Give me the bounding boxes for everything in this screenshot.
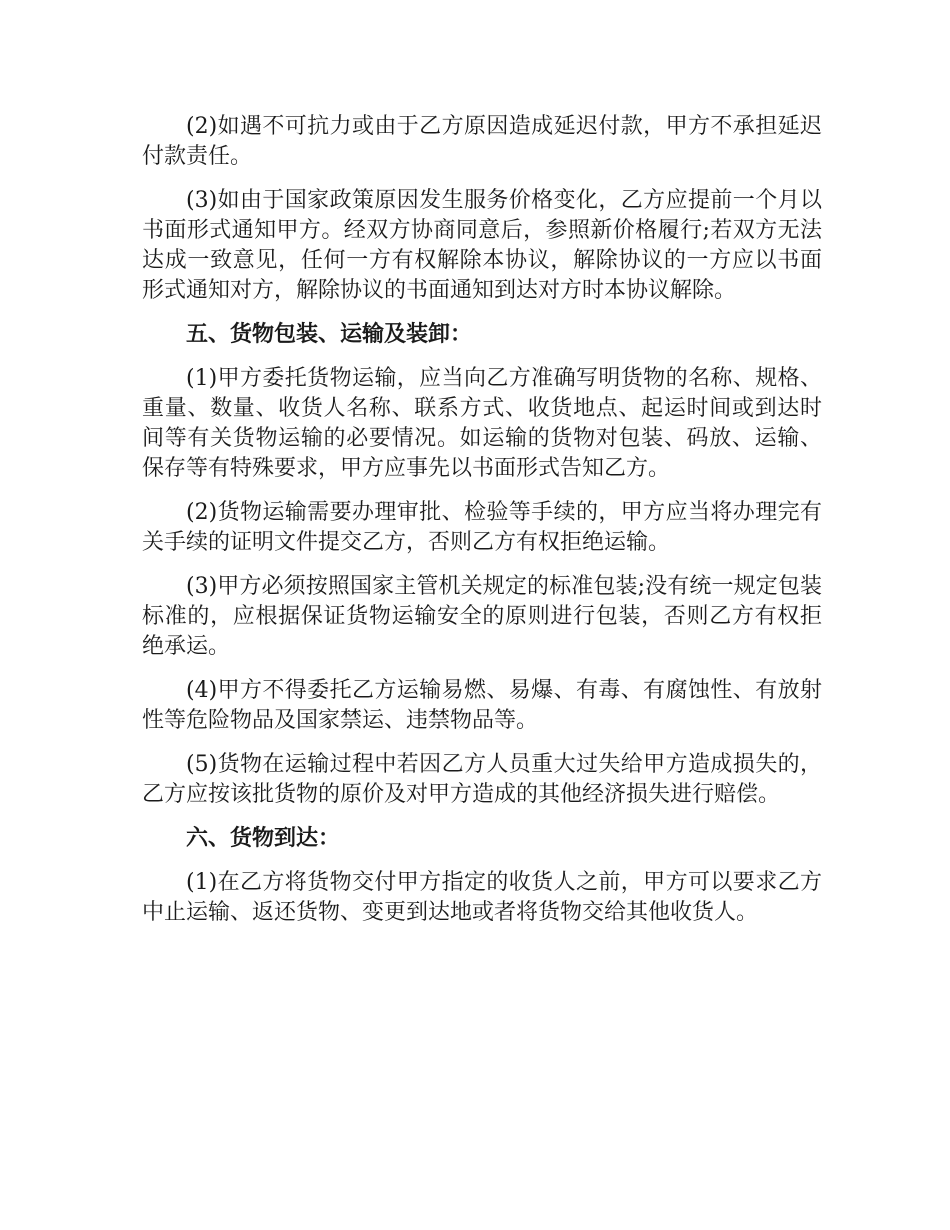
paragraph-payment-delay: (2)如遇不可抗力或由于乙方原因造成延迟付款，甲方不承担延迟付款责任。 [142, 114, 822, 169]
paragraph-change-consignee: (1)在乙方将货物交付甲方指定的收货人之前，甲方可以要求乙方中止运输、返还货物、变更到达地或者将货物交给其他收货人。 [142, 870, 822, 925]
paragraph-cargo-info: (1)甲方委托货物运输，应当向乙方准确写明货物的名称、规格、重量、数量、收货人名称、联系方式、收货地点、起运时间或到达时间等有关货物运输的必要情况。如运输的货物对包装、码放、运输、保存等有特殊要求，甲方应事先以书面形式告知乙方。 [142, 366, 822, 481]
paragraph-packaging-standard: (3)甲方必须按照国家主管机关规定的标准包装;没有统一规定包装标准的，应根据保证货物运输安全的原则进行包装，否则乙方有权拒绝承运。 [142, 574, 822, 659]
section-heading-packaging: 五、货物包装、运输及装卸： [186, 322, 473, 347]
paragraph-dangerous-goods: (4)甲方不得委托乙方运输易燃、易爆、有毒、有腐蚀性、有放射性等危险物品及国家禁运、违禁物品等。 [142, 678, 822, 733]
paragraph-approval-procedures: (2)货物运输需要办理审批、检验等手续的，甲方应当将办理完有关手续的证明文件提交乙方，否则乙方有权拒绝运输。 [142, 500, 822, 555]
document-page [142, 112, 822, 942]
paragraph-price-change: (3)如由于国家政策原因发生服务价格变化，乙方应提前一个月以书面形式通知甲方。经双方协商同意后，参照新价格履行;若双方无法达成一致意见，任何一方有权解除本协议，解除协议的一方应以书面形式通知对方，解除协议的书面通知到达对方时本协议解除。 [142, 188, 822, 303]
paragraph-compensation: (5)货物在运输过程中若因乙方人员重大过失给甲方造成损失的，乙方应按该批货物的原价及对甲方造成的其他经济损失进行赔偿。 [142, 752, 822, 807]
section-heading-arrival: 六、货物到达： [186, 826, 341, 851]
